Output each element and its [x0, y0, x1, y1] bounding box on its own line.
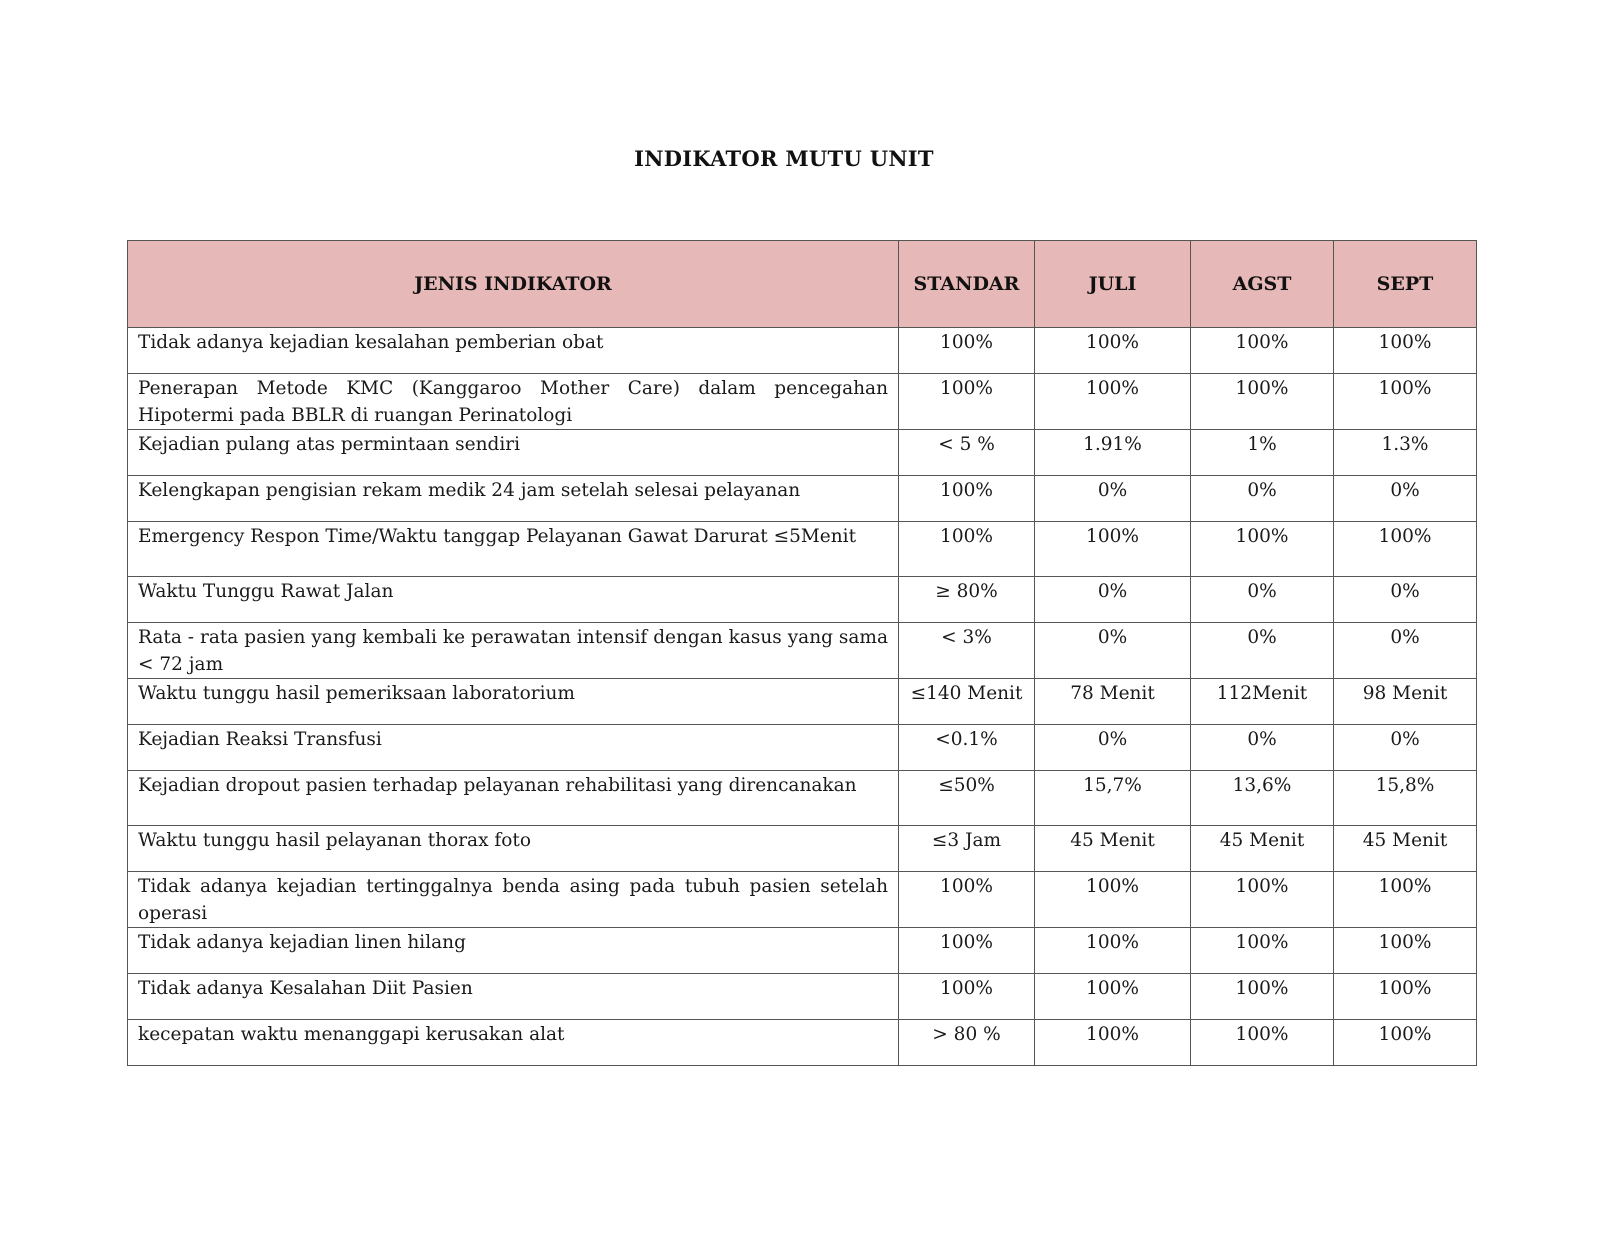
table-row — [128, 725, 1477, 771]
cell-sept: 0% — [1334, 476, 1477, 522]
table-row — [128, 826, 1477, 872]
table-row — [128, 430, 1477, 476]
cell-agst: 100% — [1191, 328, 1334, 374]
table-row — [128, 577, 1477, 623]
cell-jenis-indikator: Kejadian Reaksi Transfusi — [128, 725, 899, 771]
cell-jenis-indikator: Kejadian pulang atas permintaan sendiri — [128, 430, 899, 476]
cell-standar: < 3% — [899, 623, 1035, 679]
cell-juli: 100% — [1035, 928, 1191, 974]
cell-agst: 45 Menit — [1191, 826, 1334, 872]
table-row — [128, 623, 1477, 679]
cell-sept: 100% — [1334, 928, 1477, 974]
cell-standar: 100% — [899, 928, 1035, 974]
table-row — [128, 771, 1477, 826]
table-row — [128, 328, 1477, 374]
cell-jenis-indikator: Tidak adanya Kesalahan Diit Pasien — [128, 974, 899, 1020]
cell-sept: 15,8% — [1334, 771, 1477, 826]
cell-agst: 0% — [1191, 725, 1334, 771]
cell-juli: 100% — [1035, 328, 1191, 374]
cell-sept: 45 Menit — [1334, 826, 1477, 872]
cell-agst: 1% — [1191, 430, 1334, 476]
cell-standar: 100% — [899, 872, 1035, 928]
table-row — [128, 974, 1477, 1020]
indicator-table — [127, 240, 1477, 1066]
cell-juli: 15,7% — [1035, 771, 1191, 826]
table-row — [128, 476, 1477, 522]
table-row — [128, 522, 1477, 577]
cell-standar: ≥ 80% — [899, 577, 1035, 623]
cell-agst: 100% — [1191, 1020, 1334, 1066]
cell-jenis-indikator: Kejadian dropout pasien terhadap pelayanan rehabilitasi yang direncanakan — [128, 771, 899, 826]
header-sept: SEPT — [1334, 241, 1477, 328]
document-title: INDIKATOR MUTU UNIT — [634, 146, 934, 171]
cell-jenis-indikator: Tidak adanya kejadian tertinggalnya benda asing pada tubuh pasien setelah operasi — [128, 872, 899, 928]
cell-agst: 100% — [1191, 928, 1334, 974]
cell-standar: 100% — [899, 522, 1035, 577]
cell-sept: 0% — [1334, 623, 1477, 679]
cell-jenis-indikator: Waktu tunggu hasil pelayanan thorax foto — [128, 826, 899, 872]
cell-standar: <0.1% — [899, 725, 1035, 771]
table-row — [128, 1020, 1477, 1066]
cell-standar: 100% — [899, 328, 1035, 374]
cell-standar: ≤50% — [899, 771, 1035, 826]
cell-juli: 0% — [1035, 476, 1191, 522]
header-standar: STANDAR — [899, 241, 1035, 328]
header-juli: JULI — [1035, 241, 1191, 328]
cell-jenis-indikator: Tidak adanya kejadian linen hilang — [128, 928, 899, 974]
cell-standar: 100% — [899, 374, 1035, 430]
cell-sept: 100% — [1334, 1020, 1477, 1066]
cell-agst: 100% — [1191, 872, 1334, 928]
cell-standar: < 5 % — [899, 430, 1035, 476]
cell-juli: 100% — [1035, 1020, 1191, 1066]
cell-standar: ≤140 Menit — [899, 679, 1035, 725]
cell-juli: 78 Menit — [1035, 679, 1191, 725]
cell-jenis-indikator: Kelengkapan pengisian rekam medik 24 jam setelah selesai pelayanan — [128, 476, 899, 522]
cell-standar: 100% — [899, 974, 1035, 1020]
cell-agst: 112Menit — [1191, 679, 1334, 725]
cell-juli: 45 Menit — [1035, 826, 1191, 872]
header-agst: AGST — [1191, 241, 1334, 328]
cell-jenis-indikator: Emergency Respon Time/Waktu tanggap Pelayanan Gawat Darurat ≤5Menit — [128, 522, 899, 577]
cell-agst: 100% — [1191, 374, 1334, 430]
cell-juli: 1.91% — [1035, 430, 1191, 476]
table-row — [128, 872, 1477, 928]
cell-juli: 0% — [1035, 725, 1191, 771]
cell-agst: 0% — [1191, 476, 1334, 522]
cell-sept: 0% — [1334, 577, 1477, 623]
cell-juli: 100% — [1035, 522, 1191, 577]
cell-agst: 100% — [1191, 974, 1334, 1020]
cell-sept: 1.3% — [1334, 430, 1477, 476]
cell-standar: ≤3 Jam — [899, 826, 1035, 872]
table-header-row — [128, 241, 1477, 328]
cell-jenis-indikator: kecepatan waktu menanggapi kerusakan alat — [128, 1020, 899, 1066]
cell-jenis-indikator: Waktu tunggu hasil pemeriksaan laboratorium — [128, 679, 899, 725]
cell-sept: 100% — [1334, 522, 1477, 577]
cell-sept: 98 Menit — [1334, 679, 1477, 725]
cell-sept: 100% — [1334, 328, 1477, 374]
cell-standar: > 80 % — [899, 1020, 1035, 1066]
cell-sept: 100% — [1334, 374, 1477, 430]
cell-agst: 0% — [1191, 577, 1334, 623]
cell-jenis-indikator: Penerapan Metode KMC (Kanggaroo Mother Care) dalam pencegahan Hipotermi pada BBLR di ruangan Perinatologi — [128, 374, 899, 430]
cell-agst: 100% — [1191, 522, 1334, 577]
cell-juli: 100% — [1035, 374, 1191, 430]
cell-sept: 0% — [1334, 725, 1477, 771]
cell-agst: 0% — [1191, 623, 1334, 679]
table-row — [128, 928, 1477, 974]
cell-jenis-indikator: Tidak adanya kejadian kesalahan pemberian obat — [128, 328, 899, 374]
cell-jenis-indikator: Waktu Tunggu Rawat Jalan — [128, 577, 899, 623]
cell-agst: 13,6% — [1191, 771, 1334, 826]
header-jenis-indikator: JENIS INDIKATOR — [128, 241, 899, 328]
table-row — [128, 679, 1477, 725]
table-row — [128, 374, 1477, 430]
cell-sept: 100% — [1334, 974, 1477, 1020]
cell-standar: 100% — [899, 476, 1035, 522]
cell-juli: 0% — [1035, 577, 1191, 623]
cell-juli: 100% — [1035, 872, 1191, 928]
cell-sept: 100% — [1334, 872, 1477, 928]
cell-jenis-indikator: Rata - rata pasien yang kembali ke perawatan intensif dengan kasus yang sama < 72 jam — [128, 623, 899, 679]
cell-juli: 0% — [1035, 623, 1191, 679]
cell-juli: 100% — [1035, 974, 1191, 1020]
